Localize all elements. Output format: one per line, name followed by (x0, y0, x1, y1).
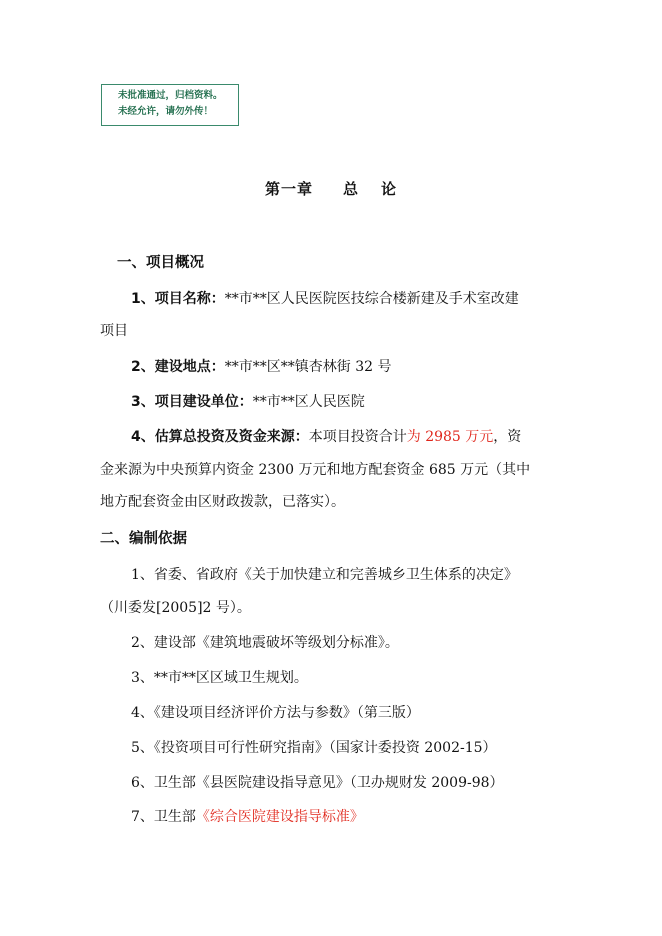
item-investment-label: 4、估算总投资及资金来源： (131, 429, 309, 445)
item-investment-amount: 为 2985 万元 (406, 429, 494, 445)
reference-5: 5、《投资项目可行性研究指南》（国家计委投资 2002-15） (131, 740, 497, 756)
reference-6: 6、卫生部《县医院建设指导意见》（卫办规财发 2009-98） (131, 775, 504, 791)
item-builder-label: 3、项目建设单位： (131, 394, 253, 410)
confidentiality-stamp (101, 84, 239, 126)
reference-1: 1、省委、省政府《关于加快建立和完善城乡卫生体系的决定》 (131, 567, 518, 583)
item-investment-line3: 地方配套资金由区财政拨款，已落实）。 (100, 494, 345, 510)
chapter-word-2: 论 (381, 180, 398, 198)
reference-1-cont: （川委发[2005]2 号）。 (100, 600, 251, 616)
reference-7-text: 7、卫生部 (131, 809, 196, 825)
section-heading-overview: 一、项目概况 (117, 255, 204, 271)
chapter-title (0, 178, 662, 199)
reference-7 (131, 806, 364, 826)
item-investment-text: 本项目投资合计 (308, 429, 407, 445)
item-project-name-label: 1、项目名称： (131, 291, 225, 307)
reference-7-title: 《综合医院建设指导标准》 (195, 809, 364, 825)
stamp-line-2: 未经允许，请勿外传！ (118, 106, 214, 117)
stamp-line-1: 未批准通过，归档资料。 (118, 90, 223, 101)
item-investment (131, 426, 521, 446)
section-heading-basis: 二、编制依据 (100, 531, 187, 547)
item-builder-text: **市**区人民医院 (252, 394, 365, 410)
item-location (131, 356, 391, 376)
chapter-word-1: 总 (342, 180, 359, 198)
item-location-text: **市**区**镇杏林街 32 号 (224, 359, 392, 375)
item-investment-text-end: ，资 (493, 429, 522, 445)
chapter-number: 第一章 (264, 180, 313, 198)
item-project-name-cont: 项目 (100, 323, 128, 339)
item-project-name (131, 288, 519, 308)
item-builder (131, 391, 365, 411)
reference-2: 2、建设部《建筑地震破坏等级划分标准》。 (131, 635, 399, 651)
reference-3: 3、**市**区区域卫生规划。 (131, 670, 308, 686)
reference-4: 4、《建设项目经济评价方法与参数》（第三版） (131, 705, 420, 721)
item-location-label: 2、建设地点： (131, 359, 225, 375)
item-project-name-text: **市**区人民医院医技综合楼新建及手术室改建 (224, 291, 519, 307)
item-investment-line2: 金来源为中央预算内资金 2300 万元和地方配套资金 685 万元（其中 (100, 462, 531, 478)
